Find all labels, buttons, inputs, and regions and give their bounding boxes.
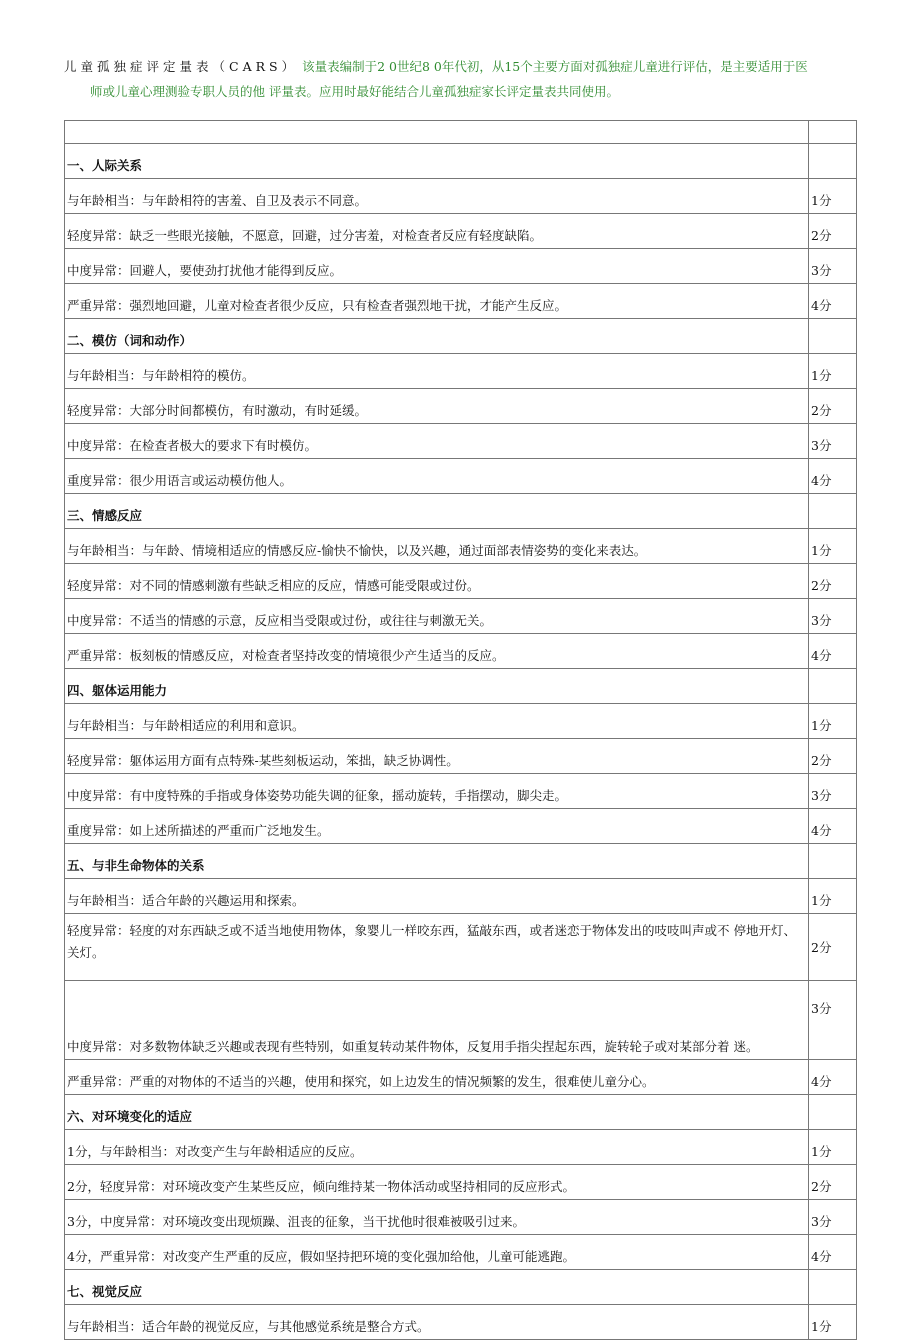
table-row [65,424,857,459]
score-cell: 2分 [809,389,857,424]
criterion-text: 中度异常：不适当的情感的示意，反应相当受限或过份，或往往与刺激无关。 [65,599,809,634]
table-row [65,774,857,809]
table-row [65,179,857,214]
criterion-text: 与年龄相当：适合年龄的视觉反应，与其他感觉系统是整合方式。 [65,1305,809,1340]
criterion-text: 轻度异常：轻度的对东西缺乏或不适当地使用物体，象婴儿一样咬东西，猛敲东西，或者迷恋于物体发出的吱吱叫声或不 停地开灯、关灯。 [65,914,809,981]
criterion-text: 轻度异常：缺乏一些眼光接触，不愿意，回避，过分害羞，对检查者反应有轻度缺陷。 [65,214,809,249]
scale-description-cont: 师或儿童心理测验专职人员的他 评量表。应用时最好能结合儿童孤独症家长评定量表共同使用。 [90,84,619,99]
score-cell: 4分 [809,1060,857,1095]
table-row [65,809,857,844]
table-row [65,634,857,669]
section-heading-row [65,844,857,879]
table-row [65,529,857,564]
table-row [65,284,857,319]
criterion-text: 1分，与年龄相当：对改变产生与年龄相适应的反应。 [65,1130,809,1165]
table-row [65,459,857,494]
table-row [65,214,857,249]
score-cell: 1分 [809,529,857,564]
score-cell: 1分 [809,704,857,739]
score-cell: 2分 [809,739,857,774]
criterion-text: 3分，中度异常：对环境改变出现烦躁、沮丧的征象，当干扰他时很难被吸引过来。 [65,1200,809,1235]
score-cell: 3分 [809,774,857,809]
criterion-text: 重度异常：如上述所描述的严重而广泛地发生。 [65,809,809,844]
section-heading-empty-cell [809,844,857,879]
score-cell: 1分 [809,1130,857,1165]
criterion-text: 与年龄相当：与年龄、情境相适应的情感反应-愉快不愉快，以及兴趣，通过面部表情姿势的变化来表达。 [65,529,809,564]
score-cell: 2分 [809,214,857,249]
section-heading-empty-cell [809,1095,857,1130]
cars-rating-table [64,120,857,1340]
score-cell: 4分 [809,809,857,844]
criterion-text: 轻度异常：躯体运用方面有点特殊-某些刻板运动，笨拙，缺乏协调性。 [65,739,809,774]
criterion-text: 严重异常：严重的对物体的不适当的兴趣，使用和探究，如上边发生的情况频繁的发生，很难使儿童分心。 [65,1060,809,1095]
section-heading-empty-cell [809,1270,857,1305]
table-row [65,981,857,1060]
section-heading-row [65,669,857,704]
score-cell: 3分 [809,424,857,459]
section-heading: 二、模仿（词和动作） [65,319,809,354]
criterion-text: 2分，轻度异常：对环境改变产生某些反应，倾向维持某一物体活动或坚持相同的反应形式。 [65,1165,809,1200]
criterion-text: 与年龄相当：与年龄相符的害羞、自卫及表示不同意。 [65,179,809,214]
score-cell: 3分 [809,981,857,1060]
criterion-text: 严重异常：板刻板的情感反应，对检查者坚持改变的情境很少产生适当的反应。 [65,634,809,669]
score-cell: 2分 [809,914,857,981]
score-cell: 3分 [809,1200,857,1235]
table-row [65,1305,857,1340]
section-heading: 四、躯体运用能力 [65,669,809,704]
section-heading: 三、情感反应 [65,494,809,529]
table-row [65,1130,857,1165]
table-row [65,389,857,424]
criterion-text: 中度异常：有中度特殊的手指或身体姿势功能失调的征象，摇动旋转，手指摆动，脚尖走。 [65,774,809,809]
section-heading-row [65,1095,857,1130]
criterion-text: 与年龄相当：适合年龄的兴趣运用和探索。 [65,879,809,914]
score-cell: 1分 [809,354,857,389]
table-row [65,1200,857,1235]
section-heading-row [65,319,857,354]
table-row [65,564,857,599]
score-cell: 1分 [809,879,857,914]
table-row [65,739,857,774]
criterion-text: 轻度异常：大部分时间都模仿，有时激动，有时延缓。 [65,389,809,424]
score-cell: 1分 [809,179,857,214]
criterion-text: 严重异常：强烈地回避，儿童对检查者很少反应，只有检查者强烈地干扰，才能产生反应。 [65,284,809,319]
section-heading-row [65,494,857,529]
section-heading-empty-cell [809,494,857,529]
section-heading: 五、与非生命物体的关系 [65,844,809,879]
score-cell: 1分 [809,1305,857,1340]
score-cell: 2分 [809,564,857,599]
section-heading-row [65,1270,857,1305]
section-heading-empty-cell [809,669,857,704]
table-row [65,914,857,981]
score-cell: 3分 [809,249,857,284]
score-cell: 4分 [809,634,857,669]
score-cell: 2分 [809,1165,857,1200]
criterion-text: 重度异常：很少用语言或运动模仿他人。 [65,459,809,494]
section-heading: 七、视觉反应 [65,1270,809,1305]
table-row [65,1060,857,1095]
criterion-text: 中度异常：回避人，要使劲打扰他才能得到反应。 [65,249,809,284]
section-heading: 一、人际关系 [65,144,809,179]
table-row [65,879,857,914]
scale-description: 该量表编制于2 0世纪8 0年代初，从15个主要方面对孤独症儿童进行评估，是主要适用于医 [302,59,808,74]
section-heading-empty-cell [809,144,857,179]
criterion-text: 与年龄相当：与年龄相符的模仿。 [65,354,809,389]
score-cell: 4分 [809,459,857,494]
scale-title: 儿童孤独症评定量表（CARS） [64,59,299,74]
table-row [65,249,857,284]
table-row [65,704,857,739]
score-cell: 4分 [809,1235,857,1270]
intro-paragraph [64,54,860,104]
table-row [65,599,857,634]
score-cell: 4分 [809,284,857,319]
criterion-text: 轻度异常：对不同的情感刺激有些缺乏相应的反应，情感可能受限或过份。 [65,564,809,599]
table-header-blank-row [65,121,857,144]
score-cell: 3分 [809,599,857,634]
criterion-text: 中度异常：对多数物体缺乏兴趣或表现有些特别，如重复转动某件物体，反复用手指尖捏起东西，旋转轮子或对某部分着 迷。 [65,981,809,1060]
section-heading-row [65,144,857,179]
table-row [65,1235,857,1270]
section-heading-empty-cell [809,319,857,354]
criterion-text: 中度异常：在检查者极大的要求下有时模仿。 [65,424,809,459]
criterion-text: 与年龄相当：与年龄相适应的利用和意识。 [65,704,809,739]
table-row [65,1165,857,1200]
table-row [65,354,857,389]
section-heading: 六、对环境变化的适应 [65,1095,809,1130]
criterion-text: 4分，严重异常：对改变产生严重的反应，假如坚持把环境的变化强加给他，儿童可能逃跑。 [65,1235,809,1270]
